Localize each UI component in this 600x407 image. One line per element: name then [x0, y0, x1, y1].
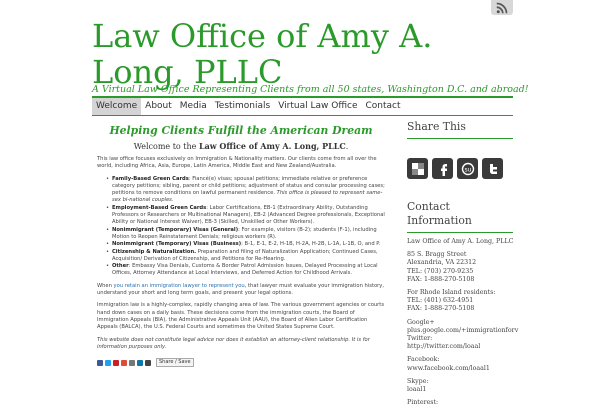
share-save-button[interactable]: Share / Save — [156, 358, 194, 367]
list-item — [112, 249, 385, 264]
retain-prefix: When — [97, 282, 114, 289]
sidebar — [407, 120, 517, 407]
service-text: : For example, visitors (B-2); students (F-1), including Motion to Reopen Reinstatement Denials; religious workers (R). — [112, 226, 377, 240]
contact-twitter-url[interactable]: http://twitter.com/loaal — [407, 343, 481, 351]
main-content — [97, 120, 385, 367]
nav-virtual-law-office[interactable]: Virtual Law Office — [278, 101, 358, 111]
contact-heading: Contact Information — [407, 200, 472, 227]
list-item — [112, 176, 385, 205]
services-list — [112, 176, 385, 278]
contact-facebook-label: Facebook: — [407, 356, 440, 364]
service-text: Preparation and filing of Naturalization Application; Continued Cases, Acquisition/ Derivation of Citizenship, and Petitions for Re-Hearing. — [112, 248, 378, 262]
contact-ri-heading: For Rhode Island residents: — [407, 289, 496, 297]
list-item — [112, 227, 385, 242]
service-note: This office is pleased to represent same-sex bi-national couples. — [112, 190, 383, 204]
service-name: Citizenship & Naturalization. — [112, 248, 197, 255]
welcome-firm-name: Law Office of Amy A. Long, PLLC — [198, 141, 346, 151]
facebook-icon[interactable] — [432, 158, 453, 179]
complexity-paragraph: Immigration law is a highly-complex, rapidly changing area of law. The various government agencies or courts hand down cases on a daily basis. These decisions come from the immigration courts, the Board of Immigration Appeals (BIA), the Administrative Appeals Unit (AAU), the Board of Alien Labor Certification Appeals (BALCA), the U.S. Federal Courts and sometimes the United States Supreme Court. — [97, 302, 385, 331]
contact-ri-fax: FAX: 1-888-270-5108 — [407, 305, 475, 313]
list-item — [112, 263, 385, 278]
welcome-prefix: Welcome to the — [133, 142, 199, 151]
nav-media[interactable]: Media — [179, 101, 207, 111]
email-icon[interactable] — [129, 360, 135, 366]
svg-text:su: su — [464, 166, 471, 173]
contact-firm-name: Law Office of Amy A. Long, PLLC — [407, 238, 514, 245]
contact-facebook-url[interactable]: www.facebook.com/loaal1 — [407, 364, 490, 372]
stumbleupon-icon[interactable] — [457, 158, 478, 179]
pinterest-icon[interactable] — [113, 360, 119, 366]
share-bar — [97, 358, 385, 367]
service-text: : Labor Certifications, EB-1 (Extraordinary Ability, Outstanding Professors or Researchers or Multinational Managers), EB-2 (Advanced Degree professionals, Exceptional Ability or National Interest Waiver), EB-3 (Skilled, Unskilled or Other Workers). — [112, 204, 385, 226]
service-name: Other — [112, 263, 129, 270]
contact-skype-label: Skype: — [407, 377, 429, 385]
contact-pinterest-label: Pinterest: — [407, 399, 439, 407]
contact-fax: FAX: 1-888-270-5108 — [407, 275, 475, 283]
service-text: : B-1, E-1, E-2, H-1B, H-2A, H-2B, L-1A, L-1B, O, and P. — [241, 241, 381, 248]
contact-details — [407, 238, 517, 407]
share-icons — [407, 158, 517, 179]
contact-twitter-label: Twitter: — [407, 335, 433, 343]
contact-skype-id: loaal1 — [407, 386, 427, 394]
retain-suffix: , that lawyer must evaluate your immigration history, understand your short and long term goals, and present your legal options. — [97, 282, 385, 297]
contact-google-label: Google+ — [407, 318, 435, 326]
twitter-icon[interactable] — [105, 360, 111, 366]
welcome-line — [97, 141, 385, 151]
service-name: Nonimmigrant (Temporary) Visas (General) — [112, 226, 239, 233]
site-title[interactable]: Law Office of Amy A. Long, PLLC — [92, 17, 433, 91]
page-headline: Helping Clients Fulfill the American Dream — [109, 124, 373, 137]
share-divider — [407, 138, 513, 139]
rss-feed-button[interactable] — [491, 0, 513, 15]
print-icon[interactable] — [145, 360, 151, 366]
nav-welcome[interactable]: Welcome — [92, 98, 141, 115]
share-this-heading: Share This — [407, 120, 466, 133]
list-item — [112, 241, 385, 248]
service-name: Family-Based Green Cards — [112, 175, 189, 182]
service-name: Nonimmigrant (Temporary) Visas (Business) — [112, 241, 242, 248]
service-text: : Embassy Visa Denials, Customs & Border Patrol Admission Issues, Delayed Processing at Local Offices, Attorney Attendance at Local Interviews, and Deferred Action for Childhood Arrivals. — [112, 263, 378, 277]
linkedin-icon[interactable] — [137, 360, 143, 366]
twitter-icon[interactable] — [482, 158, 503, 179]
retain-paragraph — [97, 283, 385, 298]
contact-tel: TEL: (703) 270-9235 — [407, 267, 474, 275]
contact-google-url[interactable]: plus.google.com/+immigrationforv — [407, 326, 519, 334]
contact-street: 85 S. Bragg Street — [407, 251, 467, 259]
welcome-suffix: . — [345, 142, 349, 151]
service-text: : Fiancé(e) visas; spousal petitions; immediate relative or preference category petitions; sibling, parent or child petitions; adjustment of status and consular processing cases; petitions to remove conditions on lawful permanent residence. — [112, 175, 385, 197]
list-item — [112, 205, 385, 227]
contact-city: Alexandria, VA 22312 — [407, 259, 477, 267]
google-plus-icon[interactable] — [121, 360, 127, 366]
nav-testimonials[interactable]: Testimonials — [214, 101, 271, 111]
disclaimer: This website does not constitute legal advice nor does it establish an attorney-client relationship. It is for information purposes only. — [97, 336, 370, 350]
delicious-icon[interactable] — [407, 158, 428, 179]
service-name: Employment-Based Green Cards — [112, 204, 207, 211]
main-nav — [92, 98, 405, 115]
retain-lawyer-link[interactable]: you retain an immigration lawyer to represent you — [113, 282, 245, 289]
contact-ri-tel: TEL: (401) 632-4951 — [407, 297, 474, 305]
rss-icon — [496, 2, 508, 14]
nav-contact[interactable]: Contact — [365, 101, 401, 111]
nav-divider — [92, 115, 513, 116]
nav-about[interactable]: About — [145, 101, 172, 111]
contact-divider — [407, 232, 513, 233]
intro-paragraph: This law office focuses exclusively on Immigration & Nationality matters. Our clients come from all over the world, including Africa, Asia, Europe, Latin America, Middle East and New Zealand/Australia. — [97, 156, 377, 170]
site-tagline: A Virtual Law Office Representing Clients from all 50 states, Washington D.C. and abroad! — [92, 84, 529, 95]
facebook-icon[interactable] — [97, 360, 103, 366]
